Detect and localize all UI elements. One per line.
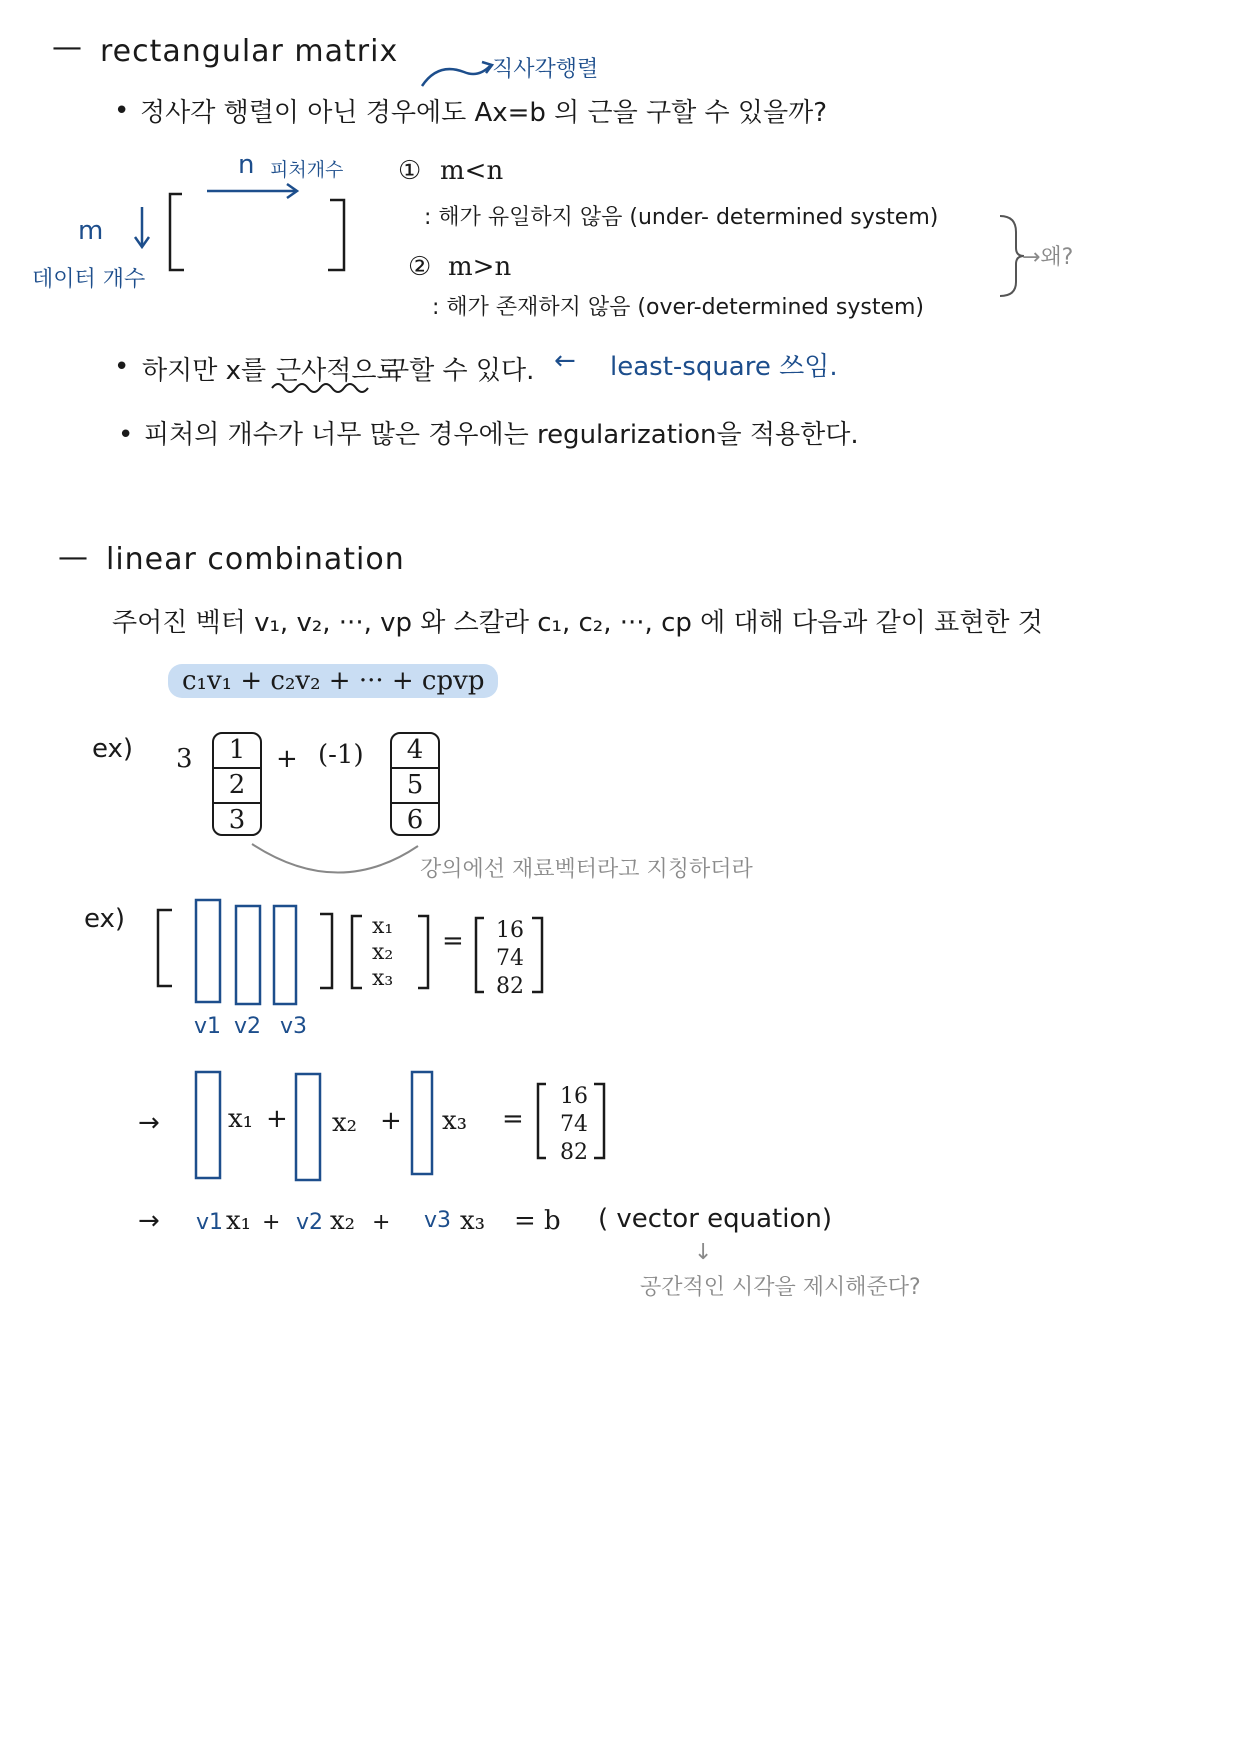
- line3-plus-2: +: [372, 1210, 391, 1235]
- x-vector-entry: x₃: [372, 966, 394, 991]
- x-vector-entry: x₁: [372, 914, 394, 939]
- ex1-label: ex): [92, 734, 134, 764]
- ex1-coef-1: 3: [176, 744, 193, 774]
- ex1-vec2-entry: 5: [392, 769, 438, 804]
- line2-x1: x₁: [228, 1104, 254, 1134]
- vector-equation-note: ( vector equation): [598, 1204, 832, 1234]
- m-label: m: [78, 216, 104, 246]
- ex2-label: ex): [84, 904, 126, 934]
- line2-b-entry: 82: [560, 1140, 588, 1165]
- matrix-brackets: [160, 190, 360, 280]
- line3-x2: x₂: [330, 1206, 356, 1236]
- b-vector-entry: 74: [496, 946, 524, 971]
- heading-linear-combination: linear combination: [106, 542, 405, 577]
- curved-arrow-icon: [418, 56, 498, 96]
- least-square-note: least-square 쓰임.: [610, 352, 838, 382]
- heading-rectangular-matrix: rectangular matrix: [100, 34, 399, 69]
- line2-plus-2: +: [380, 1106, 402, 1136]
- wavy-underline: [270, 380, 380, 394]
- x-vector-entry: x₂: [372, 940, 394, 965]
- ex1-coef-2: (-1): [318, 740, 364, 770]
- bullet-dot-3: •: [118, 420, 134, 450]
- case2-number: ②: [408, 252, 432, 282]
- line3-equals-b: = b: [514, 1206, 561, 1236]
- ex1-vec1-entry: 1: [214, 734, 260, 769]
- bullet2-part-b: 근사적으로: [276, 356, 402, 386]
- dash-1: —: [52, 30, 83, 65]
- line2-b-entry: 16: [560, 1084, 588, 1109]
- n-label: n: [238, 150, 255, 180]
- line3-x3: x₃: [460, 1206, 486, 1236]
- data-count-label: 데이터 개수: [32, 267, 146, 292]
- down-arrow-icon: [132, 205, 152, 255]
- case1-condition: m<n: [440, 156, 504, 186]
- note-square-matrix: 직사각행렬: [492, 57, 599, 82]
- ex1-note: 강의에선 재료벡터라고 지칭하더라: [420, 857, 753, 882]
- left-arrow-icon: ←: [554, 346, 576, 376]
- ex1-vec1-entry: 3: [228, 805, 246, 835]
- bullet2-part-c: 구할 수 있다.: [384, 356, 535, 386]
- linear-combination-formula: c₁v₁ + c₂v₂ + ··· + cpvp: [168, 664, 498, 698]
- connecting-arc: [248, 840, 428, 880]
- definition-text: 주어진 벡터 v₁, v₂, ···, vp 와 스칼라 c₁, c₂, ···, cp 에 대해 다음과 같이 표현한 것: [112, 608, 1043, 638]
- arrow-line2: →: [138, 1108, 160, 1138]
- why-note: →왜?: [1022, 245, 1074, 270]
- spatial-view-note: 공간적인 시각을 제시해준다?: [640, 1275, 921, 1300]
- b-vector-entry: 82: [496, 974, 524, 999]
- line2-plus-1: +: [266, 1104, 288, 1134]
- b-vector-entry: 16: [496, 918, 524, 943]
- line2-x2: x₂: [332, 1108, 358, 1138]
- case2-description: : 해가 존재하지 않음 (over-determined system): [432, 295, 924, 320]
- arrow-line3: →: [138, 1206, 160, 1236]
- dash-2: —: [58, 540, 89, 575]
- case1-number: ①: [398, 156, 422, 186]
- down-arrow-note: ↓: [694, 1240, 713, 1265]
- column-label-v2: v2: [234, 1014, 262, 1039]
- case1-description: : 해가 유일하지 않음 (under- determined system): [424, 205, 939, 230]
- ex1-plus: +: [276, 744, 298, 774]
- bullet-text-3: 피처의 개수가 너무 많은 경우에는 regularization을 적용한다.: [144, 420, 859, 450]
- bullet2-part-a: 하지만 x를: [142, 356, 267, 386]
- equals-sign: =: [442, 926, 464, 956]
- formula-highlight: [168, 666, 498, 696]
- column-label-v1: v1: [194, 1014, 222, 1039]
- line2-b-entry: 74: [560, 1112, 588, 1137]
- case2-condition: m>n: [448, 252, 512, 282]
- bullet-dot-2: •: [114, 352, 130, 382]
- ex1-vector-2: [390, 732, 440, 836]
- ex2-matrix: [150, 896, 360, 1016]
- line3-x1: x₁: [226, 1206, 252, 1236]
- line2-equals: =: [502, 1104, 524, 1134]
- line3-plus-1: +: [262, 1210, 281, 1235]
- ex1-vec2-entry: 4: [392, 734, 438, 769]
- line3-v3: v3: [424, 1208, 452, 1233]
- ex1-vector-1: [212, 732, 262, 836]
- column-label-v3: v3: [280, 1014, 308, 1039]
- line3-v2: v2: [296, 1210, 324, 1235]
- feature-count-label: 피처개수: [270, 159, 344, 181]
- bullet-text-1: 정사각 행렬이 아닌 경우에도 Ax=b 의 근을 구할 수 있을까?: [140, 98, 828, 128]
- line2-x3: x₃: [442, 1106, 468, 1136]
- ex1-vec2-entry: 6: [406, 805, 424, 835]
- ex1-vec1-entry: 2: [214, 769, 260, 804]
- bullet-dot: •: [114, 96, 130, 126]
- line3-v1: v1: [196, 1210, 224, 1235]
